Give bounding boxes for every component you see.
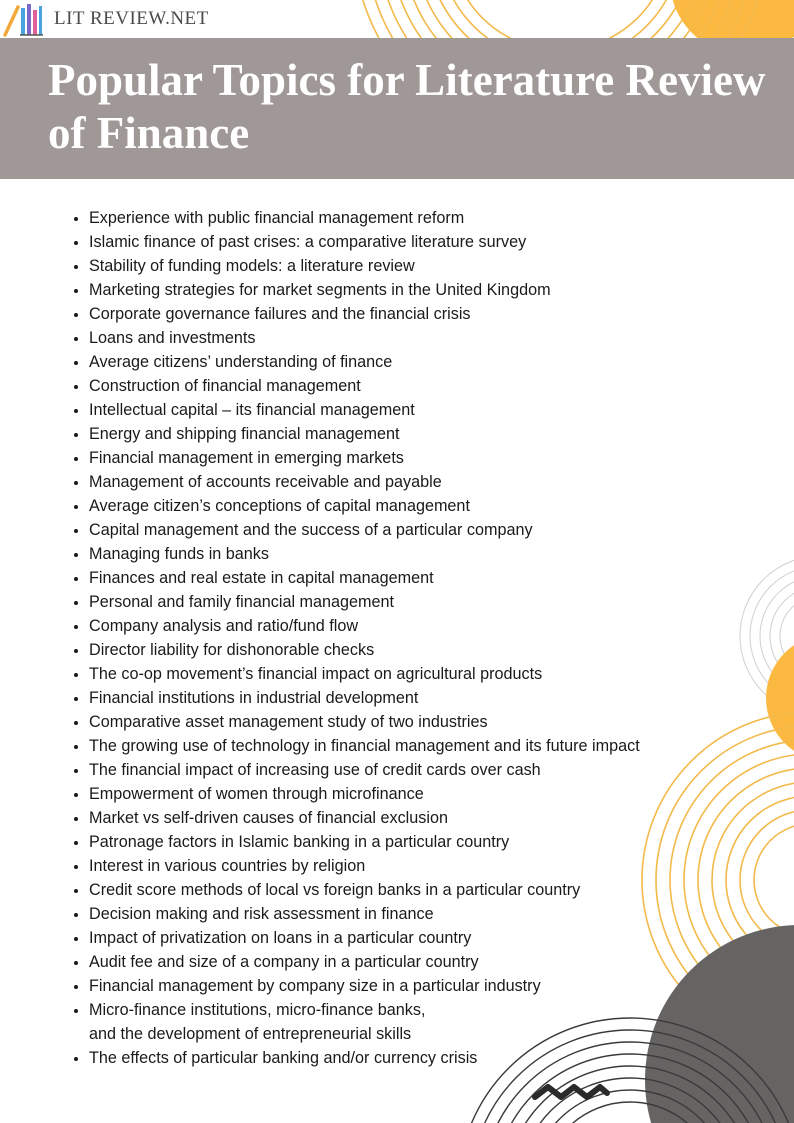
topics-list: [67, 206, 749, 1070]
topic-item: • Financial institutions in industrial development: [89, 686, 749, 710]
topic-item: • Management of accounts receivable and payable: [89, 470, 749, 494]
topic-item: • Intellectual capital – its financial management: [89, 398, 749, 422]
topic-item: • Experience with public financial management reform: [89, 206, 749, 230]
orange-half-circle-icon: [766, 634, 794, 762]
topic-item: • Capital management and the success of a particular company: [89, 518, 749, 542]
topic-item: • Financial management in emerging markets: [89, 446, 749, 470]
topic-item: • Micro-finance institutions, micro-finance banks, and the development of entrepreneurial skills: [89, 998, 749, 1046]
topic-item: • Personal and family financial management: [89, 590, 749, 614]
topic-item: • Managing funds in banks: [89, 542, 749, 566]
topic-item: • Interest in various countries by religion: [89, 854, 749, 878]
topic-item: • Impact of privatization on loans in a particular country: [89, 926, 749, 950]
topic-item: • Construction of financial management: [89, 374, 749, 398]
topic-item: • Finances and real estate in capital management: [89, 566, 749, 590]
topic-item: • Market vs self-driven causes of financial exclusion: [89, 806, 749, 830]
topic-item: • Corporate governance failures and the financial crisis: [89, 302, 749, 326]
topic-item: • Director liability for dishonorable checks: [89, 638, 749, 662]
logo-text: LIT REVIEW.NET: [54, 8, 209, 29]
topic-item: • Energy and shipping financial management: [89, 422, 749, 446]
topic-item: • Audit fee and size of a company in a particular country: [89, 950, 749, 974]
topic-item: • The co-op movement’s financial impact on agricultural products: [89, 662, 749, 686]
topic-item: • Financial management by company size in a particular industry: [89, 974, 749, 998]
topic-item: • Loans and investments: [89, 326, 749, 350]
topic-item: • Islamic finance of past crises: a comparative literature survey: [89, 230, 749, 254]
topic-item: • Comparative asset management study of two industries: [89, 710, 749, 734]
topic-item: • Stability of funding models: a literature review: [89, 254, 749, 278]
topic-item: • Marketing strategies for market segments in the United Kingdom: [89, 278, 749, 302]
site-logo[interactable]: [0, 0, 260, 38]
topic-item: • Average citizen’s conceptions of capital management: [89, 494, 749, 518]
topic-item: • Company analysis and ratio/fund flow: [89, 614, 749, 638]
zigzag-icon: [535, 1087, 607, 1097]
topic-item: • Patronage factors in Islamic banking in a particular country: [89, 830, 749, 854]
page-title: Popular Topics for Literature Review of Finance: [48, 55, 766, 158]
topic-item: • Empowerment of women through microfinance: [89, 782, 749, 806]
books-icon: [2, 1, 44, 37]
topic-item: • The growing use of technology in financial management and its future impact: [89, 734, 749, 758]
topic-item: • The financial impact of increasing use of credit cards over cash: [89, 758, 749, 782]
topic-item: • Average citizens’ understanding of finance: [89, 350, 749, 374]
topic-item: • Decision making and risk assessment in finance: [89, 902, 749, 926]
topic-item: • Credit score methods of local vs foreign banks in a particular country: [89, 878, 749, 902]
topic-item: • The effects of particular banking and/or currency crisis: [89, 1046, 749, 1070]
